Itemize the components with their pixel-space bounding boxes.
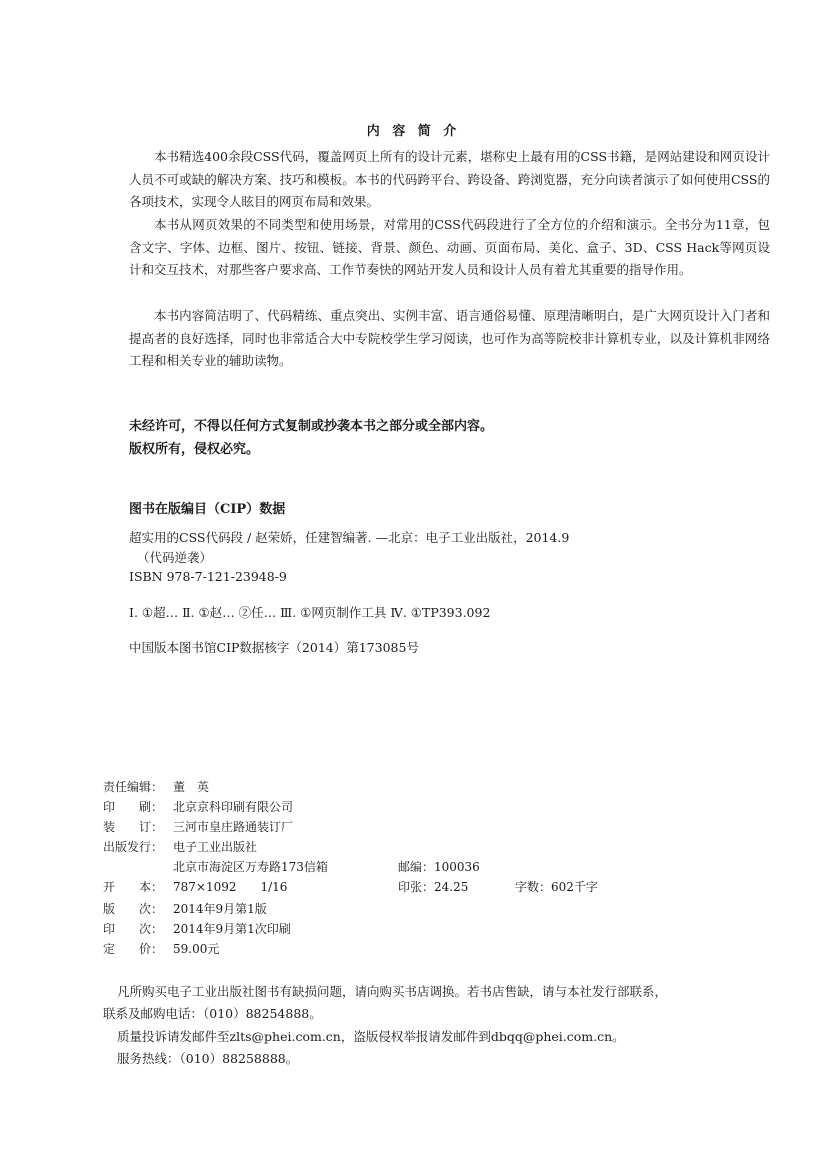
cip-title-line: 超实用的CSS代码段 / 赵荣娇，任建智编著. —北京：电子工业出版社，2014.9	[129, 530, 570, 545]
imprint-printer: 印 刷： 北京京科印刷有限公司	[103, 800, 294, 814]
imprint-format: 开 本： 787×1092 1/16	[103, 880, 288, 894]
summary-paragraph-3: 本书内容简洁明了、代码精练、重点突出、实例丰富、语言通俗易懂、原理清晰明白，是广大网页设计入门者和提高者的良好选择，同时也非常适合大中专院校学生学习阅读，也可作为高等院校非计算机专业，以及计算机非网络工程和相关专业的辅助读物。	[129, 308, 770, 368]
summary-title: 内 容 简 介	[366, 124, 461, 139]
imprint-print: 印 次： 2014年9月第1次印刷	[103, 922, 291, 936]
footer-phone: 联系及邮购电话：（010）88254888。	[103, 1006, 322, 1021]
imprint-binder: 装 订： 三河市皇庄路通装订厂	[103, 820, 294, 834]
footer-complaint-email: 质量投诉请发邮件至zlts@phei.com.cn，盗版侵权举报请发邮件到dbqq@phei.com.cn。	[117, 1029, 625, 1044]
imprint-edition: 版 次： 2014年9月第1版	[103, 902, 267, 916]
imprint-editor: 责任编辑： 董 英	[103, 780, 210, 794]
cip-number: 中国版本图书馆CIP数据核字（2014）第173085号	[129, 640, 419, 655]
imprint-publisher: 出版发行： 电子工业出版社	[103, 840, 258, 854]
footer-defect-notice: 凡所购买电子工业出版社图书有缺损问题，请向购买书店调换。若书店售缺，请与本社发行部联系，	[117, 984, 668, 999]
cip-classification: Ⅰ. ①超… Ⅱ. ①赵… ②任… Ⅲ. ①网页制作工具 Ⅳ. ①TP393.092	[129, 605, 491, 620]
summary-paragraph-2: 本书从网页效果的不同类型和使用场景，对常用的CSS代码段进行了全方位的介绍和演示。全书分为11章，包含文字、字体、边框、图片、按钮、链接、背景、颜色、动画、页面布局、美化、盒子、3D、CSS Hack等网页设计和交互技术，对那些客户要求高、工作节奏快的网站开发人员和设计人员有着尤其重要的指导作用。	[129, 217, 770, 277]
imprint-sheets: 印张：24.25	[398, 880, 469, 894]
cip-isbn: ISBN 978-7-121-23948-9	[129, 569, 287, 584]
copyright-notice: 未经许可，不得以任何方式复制或抄袭本书之部分或全部内容。	[129, 419, 494, 434]
summary-paragraph-1: 本书精选400余段CSS代码，覆盖网页上所有的设计元素，堪称史上最有用的CSS书籍，是网站建设和网页设计人员不可或缺的解决方案、技巧和模板。本书的代码跨平台、跨设备、跨浏览器，充分向读者演示了如何使用CSS的各项技术，实现令人眩目的网页布局和效果。	[129, 149, 770, 209]
imprint-price: 定 价： 59.00元	[103, 942, 220, 956]
imprint-words: 字数：602千字	[515, 880, 598, 894]
imprint-postcode: 邮编：100036	[398, 860, 480, 874]
cip-series: （代码逆袭）	[137, 550, 213, 565]
footer-hotline: 服务热线：（010）88258888。	[117, 1051, 299, 1066]
copyright-rights: 版权所有，侵权必究。	[129, 442, 260, 457]
imprint-address: 北京市海淀区万寿路173信箱	[173, 860, 328, 874]
cip-heading: 图书在版编目（CIP）数据	[129, 502, 286, 517]
